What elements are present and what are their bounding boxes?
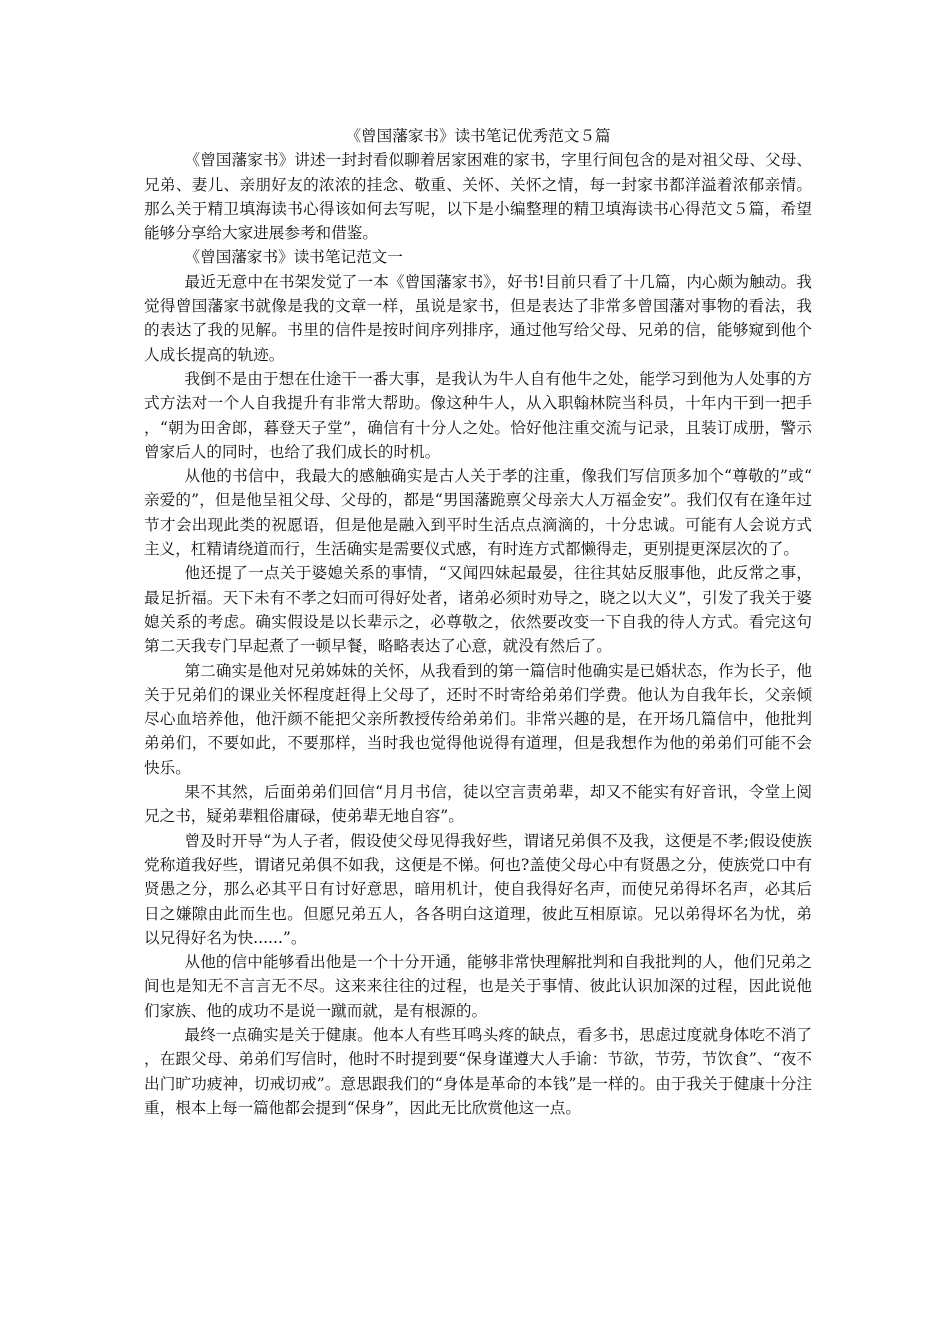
body-paragraph-8: 从他的信中能够看出他是一个十分开通，能够非常快理解批判和自我批判的人，他们兄弟之间也是知无不言言无不尽。这来来往往的过程，也是关于事情、彼此认识加深的过程，因此说他们家族、他的成功不是说一蹴而就，是有根源的。 (144, 953, 812, 1020)
section-heading: 《曾国藩家书》读书笔记范文一 (184, 248, 403, 267)
body-paragraph-4: 他还提了一点关于婆媳关系的事情，“又闻四妹起最晏，往往其姑反服事他，此反常之事，最足折福。天下未有不孝之妇而可得好处者，诸弟必须时劝导之，晓之以大义”，引发了我关于婆媳关系的考虑。确实假设是以长辈示之，必尊敬之，依然要改变一下自我的待人方式。看完这句第二天我专门早起煮了一顿早餐，略略表达了心意，就没有然后了。 (144, 564, 812, 656)
body-paragraph-3: 从他的书信中，我最大的感触确实是古人关于孝的注重，像我们写信顶多加个“尊敬的”或“亲爱的”，但是他呈祖父母、父母的，都是“男国藩跪禀父母亲大人万福金安”。我们仅有在逢年过节才会出现此类的祝愿语，但是他是融入到平时生活点点滴滴的，十分忠诚。可能有人会说方式主义，杠精请绕道而行，生活确实是需要仪式感，有时连方式都懒得走，更别提更深层次的了。 (144, 467, 812, 559)
document-title: 《曾国藩家书》读书笔记优秀范文５篇 (345, 127, 611, 145)
body-paragraph-6: 果不其然，后面弟弟们回信“月月书信，徒以空言责弟辈，却又不能实有好音讯，令堂上阅兄之书，疑弟辈粗俗庸碌，使弟辈无地自容”。 (144, 783, 812, 826)
body-paragraph-9: 最终一点确实是关于健康。他本人有些耳鸣头疼的缺点，看多书，思虑过度就身体吃不消了，在跟父母、弟弟们写信时，他时不时提到要“保身谨遵大人手谕：节欲，节劳，节饮食”、“夜不出门旷功疲神，切戒切戒”。意思跟我们的“身体是革命的本钱”是一样的。由于我关于健康十分注重，根本上每一篇他都会提到“保身”，因此无比欣赏他这一点。 (144, 1025, 812, 1117)
document-body (144, 124, 812, 1120)
body-paragraph-2: 我倒不是由于想在仕途干一番大事，是我认为牛人自有他牛之处，能学习到他为人处事的方式方法对一个人自我提升有非常大帮助。像这种牛人，从入职翰林院当科员，十年内干到一把手，“朝为田舍郎，暮登天子堂”，确信有十分人之处。恰好他注重交流与记录，且装订成册，警示曾家后人的同时，也给了我们成长的时机。 (144, 369, 812, 461)
body-paragraph-1: 最近无意中在书架发觉了一本《曾国藩家书》，好书!目前只看了十几篇，内心颇为触动。我觉得曾国藩家书就像是我的文章一样，虽说是家书，但是表达了非常多曾国藩对事物的看法，我的表达了我的见解。书里的信件是按时间序列排序，通过他写给父母、兄弟的信，能够窥到他个人成长提高的轨迹。 (144, 272, 812, 364)
body-paragraph-5: 第二确实是他对兄弟姊妹的关怀，从我看到的第一篇信时他确实是已婚状态，作为长子，他关于兄弟们的课业关怀程度赶得上父母了，还时不时寄给弟弟们学费。他认为自我年长，父亲倾尽心血培养他，他汗颜不能把父亲所教授传给弟弟们。非常兴趣的是，在开场几篇信中，他批判弟弟们，不要如此，不要那样，当时我也觉得他说得有道理，但是我想作为他的弟弟们可能不会快乐。 (144, 661, 812, 777)
body-paragraph-7: 曾及时开导“为人子者，假设使父母见得我好些，谓诸兄弟俱不及我，这便是不孝;假设使族党称道我好些，谓诸兄弟俱不如我，这便是不悌。何也?盖使父母心中有贤愚之分，使族党口中有贤愚之分，那么必其平日有讨好意思，暗用机计，使自我得好名声，而使兄弟得坏名声，必其后日之嫌隙由此而生也。但愿兄弟五人，各各明白这道理，彼此互相原谅。兄以弟得坏名为忧，弟以兄得好名为快......”。 (144, 831, 812, 947)
intro-paragraph: 《曾国藩家书》讲述一封封看似聊着居家困难的家书，字里行间包含的是对祖父母、父母、兄弟、妻儿、亲朋好友的浓浓的挂念、敬重、关怀、关怀之情，每一封家书都洋溢着浓郁亲情。那么关于精卫填海读书心得该如何去写呢，以下是小编整理的精卫填海读书心得范文５篇，希望能够分享给大家进展参考和借鉴。 (144, 151, 812, 243)
